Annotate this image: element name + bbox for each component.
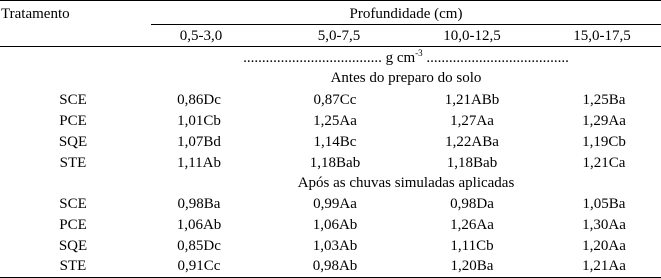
value-cell: 0,98Ab (312, 258, 358, 274)
treatment-cell: SQE (58, 134, 88, 150)
section-title: Após as chuvas simuladas aplicadas (297, 175, 515, 191)
value-cell: 1,20Ba (450, 258, 494, 274)
value-cell: 0,91Cc (177, 258, 221, 274)
units-right-dots: ...................................... (426, 50, 569, 66)
value-cell: 1,21Ca (582, 155, 626, 171)
value-cell: 1,11Ab (176, 155, 222, 171)
value-cell: 1,07Bd (177, 134, 221, 150)
value-cell: 0,85Dc (177, 238, 221, 254)
section-title: Antes do preparo do solo (330, 70, 482, 86)
treatment-cell: STE (59, 155, 87, 171)
depth-header-2: 5,0-7,5 (317, 28, 361, 44)
header-bottom-rule (0, 46, 661, 47)
treatment-cell: PCE (59, 217, 87, 233)
units-label: g cm (385, 50, 416, 66)
value-cell: 1,27Aa (450, 113, 494, 129)
value-cell: 1,21ABb (444, 92, 500, 108)
units-exponent: -3 (415, 48, 423, 58)
value-cell: 1,06Ab (176, 217, 222, 233)
depth-header-4: 15,0-17,5 (573, 28, 631, 44)
treatment-cell: SCE (59, 196, 87, 212)
value-cell: 1,01Cb (177, 113, 221, 129)
units-left-dots: ..................................... (243, 50, 382, 66)
value-cell: 1,18Bab (309, 155, 361, 171)
value-cell: 1,06Ab (312, 217, 358, 233)
treatment-column-header: Tratamento (1, 6, 70, 22)
depth-header-1: 0,5-3,0 (179, 28, 223, 44)
value-cell: 1,25Ba (582, 92, 626, 108)
treatment-cell: SCE (59, 92, 87, 108)
depth-header-3: 10,0-12,5 (443, 28, 501, 44)
value-cell: 1,19Cb (582, 134, 626, 150)
value-cell: 1,26Aa (450, 217, 494, 233)
treatment-cell: STE (59, 258, 87, 274)
value-cell: 1,14Bc (313, 134, 357, 150)
value-cell: 0,98Da (450, 196, 494, 212)
top-rule (0, 0, 661, 1)
value-cell: 1,20Aa (582, 238, 626, 254)
value-cell: 1,29Aa (582, 113, 626, 129)
value-cell: 0,98Ba (177, 196, 221, 212)
header-group-rule (151, 24, 661, 25)
value-cell: 1,21Aa (582, 258, 626, 274)
value-cell: 0,87Cc (313, 92, 357, 108)
value-cell: 1,03Ab (312, 238, 358, 254)
value-cell: 0,99Aa (313, 196, 357, 212)
value-cell: 1,05Ba (582, 196, 626, 212)
value-cell: 1,30Aa (582, 217, 626, 233)
treatment-cell: SQE (58, 238, 88, 254)
depth-group-header: Profundidade (cm) (349, 6, 463, 22)
treatment-cell: PCE (59, 113, 87, 129)
value-cell: 1,25Aa (313, 113, 357, 129)
value-cell: 1,18Bab (446, 155, 498, 171)
value-cell: 1,11Cb (450, 238, 494, 254)
value-cell: 1,22ABa (445, 134, 499, 150)
value-cell: 0,86Dc (177, 92, 221, 108)
units-row (243, 49, 569, 67)
